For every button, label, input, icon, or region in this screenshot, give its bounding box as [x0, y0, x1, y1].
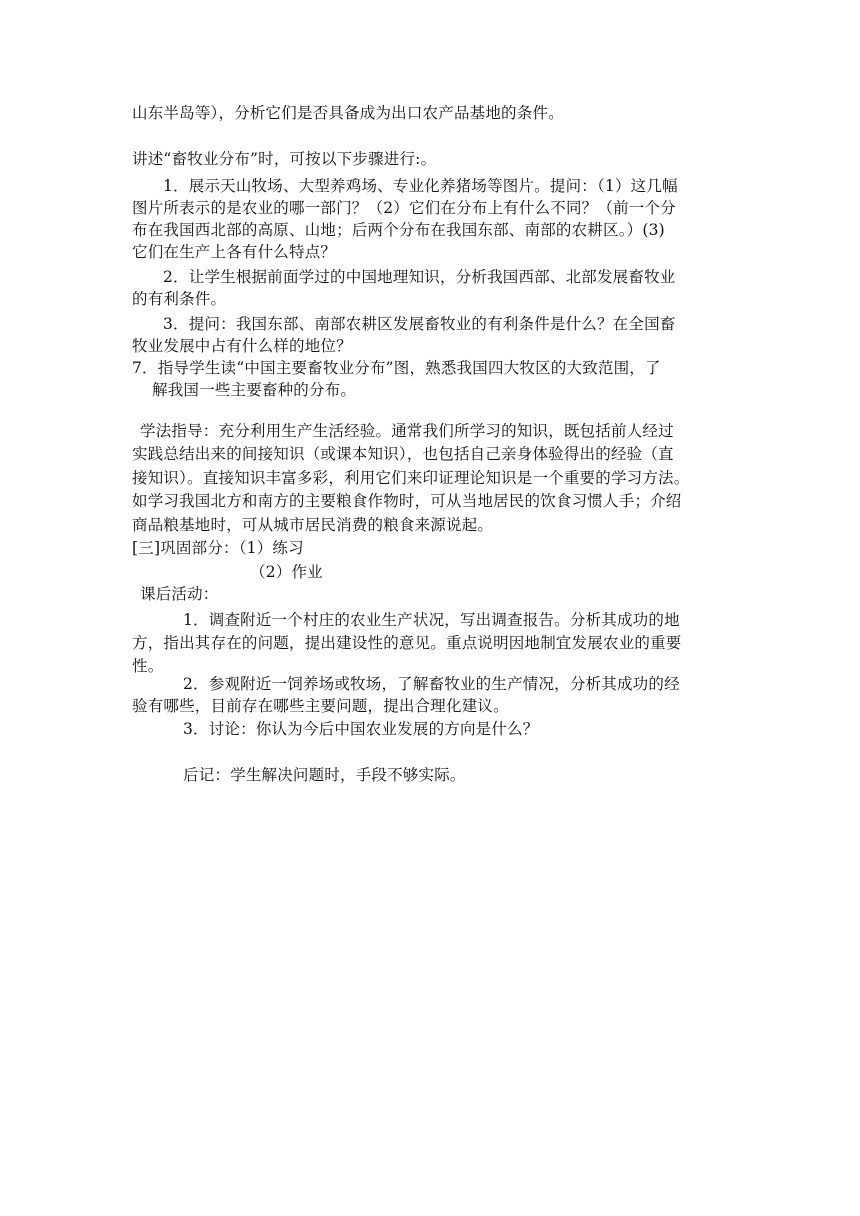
text-line: 商品粮基地时，可从城市居民消费的粮食来源说起。 [132, 516, 494, 534]
text-line: 1．展示天山牧场、大型养鸡场、专业化养猪场等图片。提问：（1）这几幅 [163, 177, 678, 195]
text-line: 牧业发展中占有什么样的地位？ [132, 337, 352, 355]
text-line: 验有哪些，目前存在哪些主要问题，提出合理化建议。 [132, 697, 509, 715]
text-line: 学法指导：充分利用生产生活经验。通常我们所学习的知识，既包括前人经过 [140, 422, 674, 440]
text-line: 方，指出其存在的问题，提出建设性的意见。重点说明因地制宜发展农业的重要 [132, 634, 682, 652]
text-line: 性。 [132, 657, 164, 675]
text-line: 7．指导学生读“中国主要畜牧业分布”图，熟悉我国四大牧区的大致范围，了 [132, 359, 661, 377]
text-line: 山东半岛等），分析它们是否具备成为出口农产品基地的条件。 [132, 104, 564, 122]
text-line: [三]巩固部分：（1）练习 [132, 539, 304, 557]
text-line: 1．调查附近一个村庄的农业生产状况，写出调查报告。分析其成功的地 [183, 611, 680, 629]
text-line: 2．让学生根据前面学过的中国地理知识，分析我国西部、北部发展畜牧业 [163, 268, 676, 286]
text-line: 接知识）。直接知识丰富多彩，利用它们来印证理论知识是一个重要的学习方法。 [132, 469, 690, 487]
text-line: 解我国一些主要畜种的分布。 [152, 381, 357, 399]
text-line: 布在我国西北部的高原、山地；后两个分布在我国东部、南部的农耕区。）(3) [132, 221, 665, 239]
text-line: 它们在生产上各有什么特点？ [132, 243, 337, 261]
text-line: （2）作业 [250, 563, 323, 581]
text-line: 后记：学生解决问题时，手段不够实际。 [183, 766, 466, 784]
text-line: 如学习我国北方和南方的主要粮食作物时，可从当地居民的饮食习惯人手；介绍 [132, 492, 682, 510]
text-line: 3．提问：我国东部、南部农耕区发展畜牧业的有利条件是什么？在全国畜 [163, 315, 676, 333]
text-line: 课后活动： [140, 585, 219, 603]
text-line: 实践总结出来的间接知识（或课本知识），也包括自己亲身体验得出的经验（直 [132, 445, 674, 463]
text-line: 3．讨论：你认为今后中国农业发展的方向是什么？ [183, 720, 539, 738]
text-line: 2．参观附近一饲养场或牧场，了解畜牧业的生产情况，分析其成功的经 [183, 675, 680, 693]
text-line: 讲述“畜牧业分布”时，可按以下步骤进行:。 [132, 150, 437, 168]
text-line: 的有利条件。 [132, 290, 227, 308]
text-line: 图片所表示的是农业的哪一部门？（2）它们在分布上有什么不同？（前一个分 [132, 199, 676, 217]
